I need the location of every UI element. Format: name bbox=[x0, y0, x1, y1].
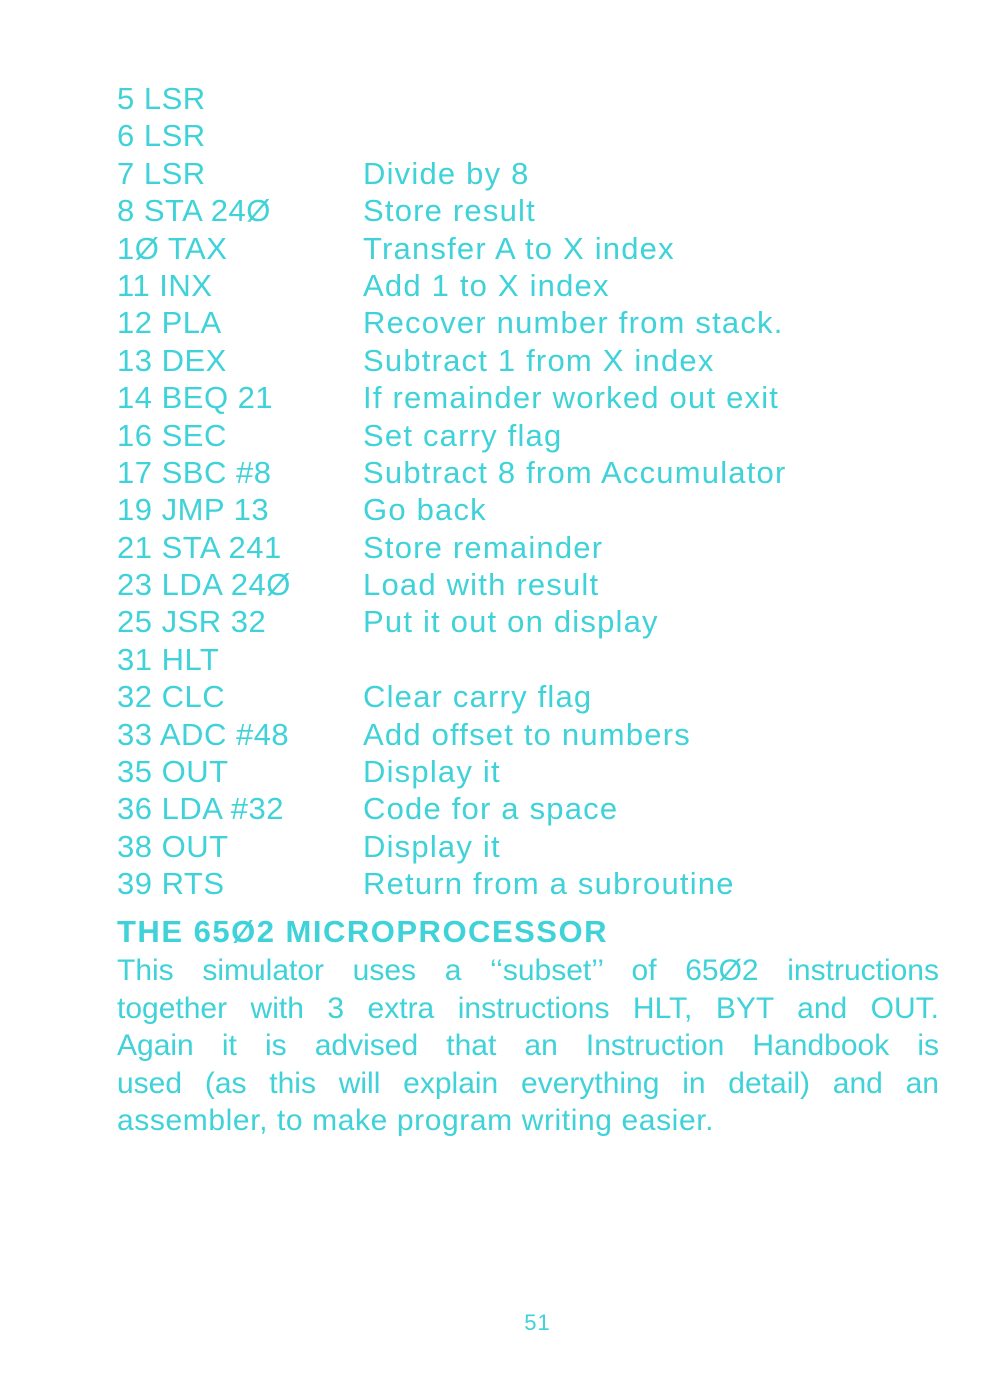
paragraph-line: This simulator uses a ‘‘subset’’ of 65Ø2 instructions bbox=[117, 954, 939, 987]
listing-line bbox=[117, 716, 877, 753]
listing-code: 31 HLT bbox=[117, 641, 220, 677]
listing-comment: Store result bbox=[363, 193, 536, 229]
listing-code: 35 OUT bbox=[117, 754, 229, 790]
listing-line bbox=[117, 529, 877, 566]
listing-code: 6 LSR bbox=[117, 118, 206, 154]
listing-comment: Add 1 to X index bbox=[363, 267, 610, 303]
listing-line bbox=[117, 603, 877, 640]
listing-code: 11 INX bbox=[117, 267, 213, 303]
listing-code: 21 STA 241 bbox=[117, 529, 282, 565]
listing-comment: Put it out on display bbox=[363, 604, 659, 640]
listing-comment: Transfer A to X index bbox=[363, 230, 675, 266]
listing-code: 7 LSR bbox=[117, 155, 206, 191]
page-number: 51 bbox=[524, 1310, 551, 1335]
paragraph-line: assembler, to make program writing easier. bbox=[117, 1104, 715, 1137]
listing-line bbox=[117, 230, 877, 267]
section-heading: THE 65Ø2 MICROPROCESSOR bbox=[117, 914, 608, 949]
listing-code: 39 RTS bbox=[117, 866, 225, 902]
program-listing bbox=[117, 80, 877, 903]
listing-code: 16 SEC bbox=[117, 417, 227, 453]
listing-line bbox=[117, 865, 877, 902]
listing-comment: Divide by 8 bbox=[363, 155, 530, 191]
paragraph-line: Again it is advised that an Instruction Handbook is bbox=[117, 1029, 939, 1062]
listing-code: 19 JMP 13 bbox=[117, 492, 270, 528]
listing-line bbox=[117, 155, 877, 192]
listing-line bbox=[117, 117, 877, 154]
listing-code: 23 LDA 24Ø bbox=[117, 567, 291, 603]
listing-code: 8 STA 24Ø bbox=[117, 193, 271, 229]
listing-code: 32 CLC bbox=[117, 679, 226, 715]
listing-line bbox=[117, 80, 877, 117]
listing-comment: Add offset to numbers bbox=[363, 716, 691, 752]
listing-code: 33 ADC #48 bbox=[117, 716, 290, 752]
listing-comment: Code for a space bbox=[363, 791, 619, 827]
listing-code: 13 DEX bbox=[117, 342, 227, 378]
listing-code: 38 OUT bbox=[117, 828, 229, 864]
listing-line bbox=[117, 454, 877, 491]
paragraph-line: together with 3 extra instructions HLT, BYT and OUT. bbox=[117, 991, 939, 1025]
listing-comment: Clear carry flag bbox=[363, 679, 593, 715]
listing-line bbox=[117, 753, 877, 790]
listing-comment: Go back bbox=[363, 492, 487, 528]
listing-code: 17 SBC #8 bbox=[117, 454, 272, 490]
listing-comment: Load with result bbox=[363, 567, 600, 603]
listing-comment: Subtract 1 from X index bbox=[363, 342, 715, 378]
listing-line bbox=[117, 790, 877, 827]
listing-code: 36 LDA #32 bbox=[117, 791, 285, 827]
listing-comment: Subtract 8 from Accumulator bbox=[363, 454, 787, 490]
listing-code: 12 PLA bbox=[117, 305, 222, 341]
listing-code: 5 LSR bbox=[117, 81, 206, 116]
listing-comment: Return from a subroutine bbox=[363, 866, 735, 902]
listing-comment: Display it bbox=[363, 754, 501, 790]
listing-line bbox=[117, 267, 877, 304]
listing-line bbox=[117, 641, 877, 678]
listing-comment: Recover number from stack. bbox=[363, 305, 784, 341]
listing-line bbox=[117, 379, 877, 416]
listing-line bbox=[117, 192, 877, 229]
listing-comment: Set carry flag bbox=[363, 417, 563, 453]
listing-line bbox=[117, 491, 877, 528]
listing-line bbox=[117, 828, 877, 865]
paragraph-line: used (as this will explain everything in detail) and an bbox=[117, 1066, 939, 1100]
listing-line bbox=[117, 342, 877, 379]
listing-line bbox=[117, 678, 877, 715]
listing-comment: Store remainder bbox=[363, 529, 604, 565]
listing-line bbox=[117, 417, 877, 454]
body-paragraph bbox=[117, 952, 939, 1140]
listing-code: 14 BEQ 21 bbox=[117, 380, 274, 416]
listing-comment: Display it bbox=[363, 828, 501, 864]
listing-comment: If remainder worked out exit bbox=[363, 380, 780, 416]
listing-code: 25 JSR 32 bbox=[117, 604, 267, 640]
listing-code: 1Ø TAX bbox=[117, 230, 228, 266]
listing-line bbox=[117, 566, 877, 603]
listing-line bbox=[117, 304, 877, 341]
